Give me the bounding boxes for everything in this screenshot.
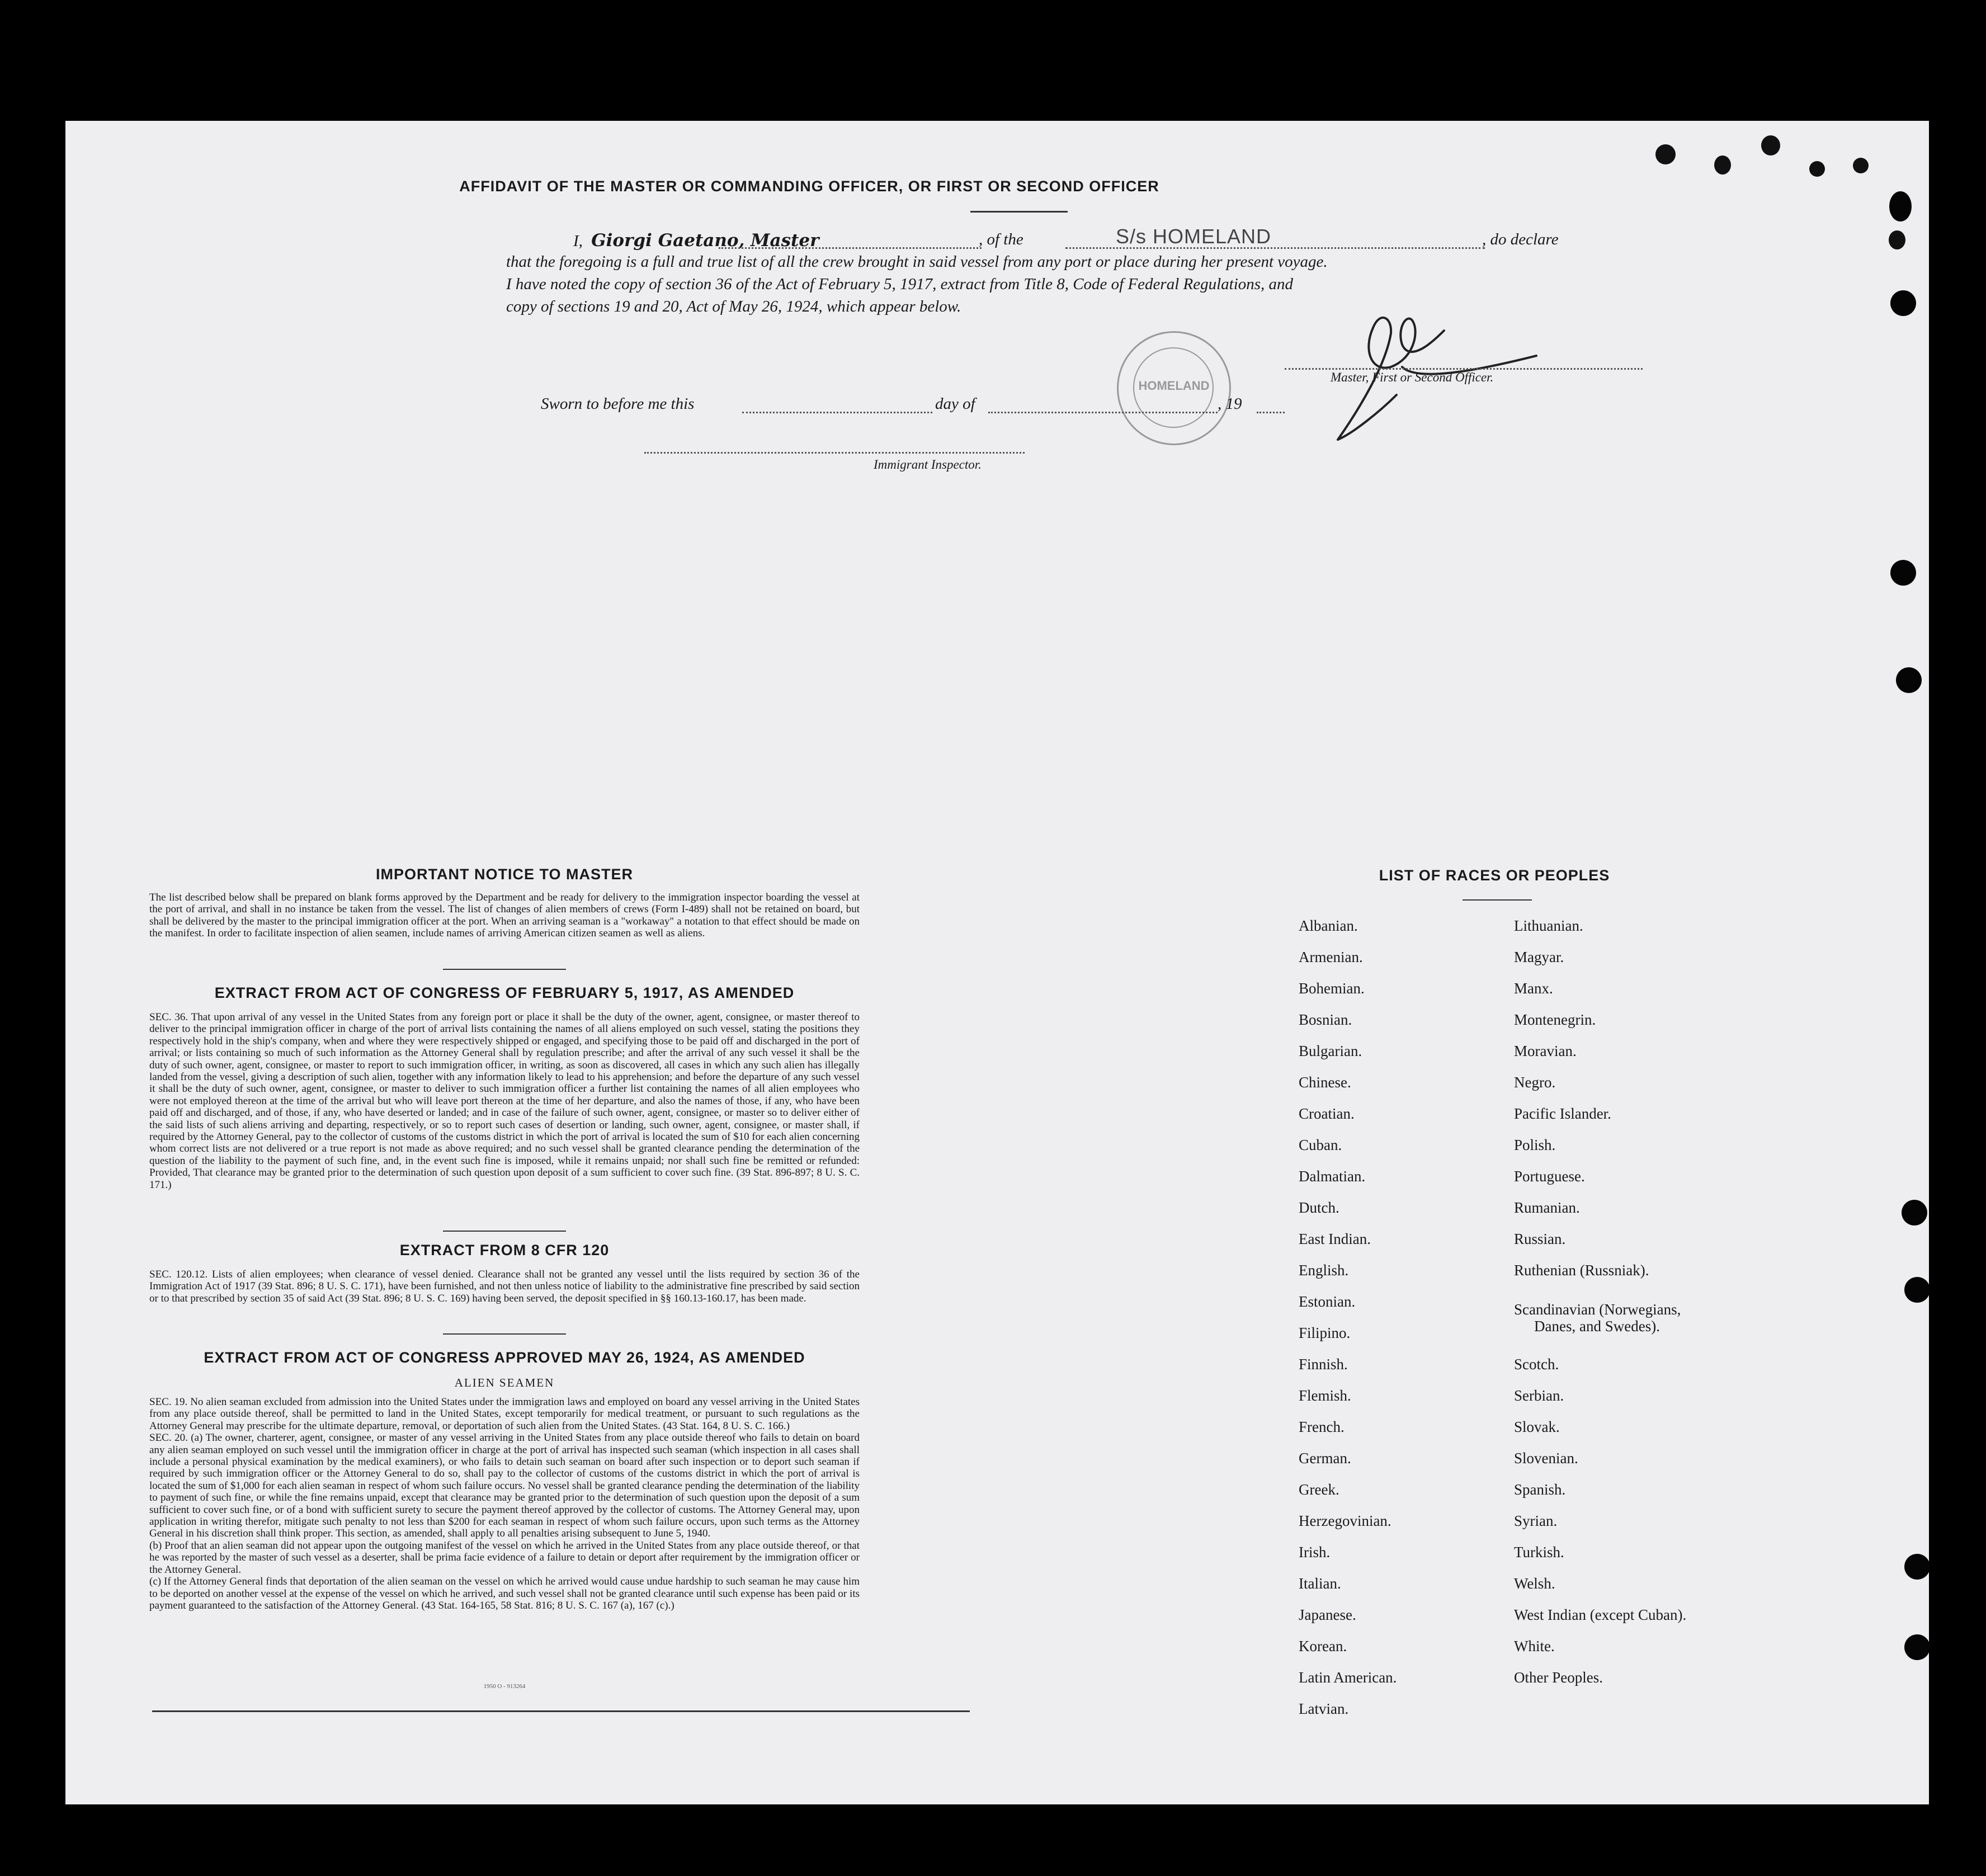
race-item: East Indian. bbox=[1299, 1231, 1371, 1247]
do-declare: , do declare bbox=[1482, 230, 1559, 248]
race-item: Russian. bbox=[1514, 1231, 1566, 1247]
race-item: Ruthenian (Russniak). bbox=[1514, 1262, 1649, 1279]
year-nineteen: , 19 bbox=[1218, 395, 1242, 413]
race-item: Albanian. bbox=[1299, 917, 1358, 934]
race-item: Turkish. bbox=[1514, 1544, 1564, 1561]
race-item: Filipino. bbox=[1299, 1324, 1351, 1341]
race-item: French. bbox=[1299, 1418, 1345, 1435]
extract-1917-text: SEC. 36. That upon arrival of any vessel in the United States from any foreign port or place it shall be the duty of the owner, agent, consignee, or master thereof to deliver to the principal immigration officer in charge of the port of arrival lists containing the names of all aliens employed on such vessel, stating the positions they respectively hold in the ship's company, when and where they were respectively shipped or engaged, and specifying those to be paid off and discharged in the port of arrival; or lists containing so much of such information as the Attorney General shall by regulation prescribe; and after the arrival of any such vessel it shall be the duty of such owner, agent, consignee, or master to report to such immigration officer, in writing, as soon as discovered, all cases in which any such alien has illegally landed from the vessel, giving a description of such alien, together with any information likely to lead to his apprehension; and before the departure of any such vessel it shall be the duty of such owner, agent, consignee, or master to deliver to such immigration officer a further list containing the names of all alien employees who were not employed thereon at the time of the arrival but who will leave port thereon at the time of her departure, and also the names of those, if any, who have been paid off and discharged, and of those, if any, who have deserted or landed; and in case of the failure of such owner, agent, consignee, or master so to deliver either of the said lists of such aliens arriving and departing, respectively, or so to report such cases of desertion or landing, such owner, agent, consignee, or master shall, if required by the Attorney General, pay to the collector of customs of the customs district in which the port of arrival is located the sum of $10 for each alien concerning whom correct lists are not delivered or a true report is not made as above required; and no such vessel shall be granted clearance pending the determination of the question of the liability to the payment of such fine, and, in the event such fine is imposed, while it remains unpaid; nor shall such fine be remitted or refunded: Provided, That clearance may be granted prior to the determination of such question upon deposit of a sum sufficient to cover such fine. (39 Stat. 896-897; 8 U. S. C. 171.) bbox=[149, 1011, 860, 1191]
day-of: day of bbox=[935, 395, 975, 413]
affidavit-line-4: copy of sections 19 and 20, Act of May 26, 1924, which appear below. bbox=[506, 298, 961, 315]
officer-label: Master, First or Second Officer. bbox=[1331, 370, 1494, 384]
extract-1924-body bbox=[149, 1396, 860, 1611]
race-item: English. bbox=[1299, 1262, 1349, 1279]
binder-hole bbox=[1890, 560, 1916, 586]
sworn-text: Sworn to before me this bbox=[541, 395, 695, 413]
binder-hole bbox=[1896, 667, 1922, 693]
race-item: Scandinavian (Norwegians, bbox=[1514, 1301, 1681, 1318]
ink-speck bbox=[1655, 144, 1676, 164]
notice-title: IMPORTANT NOTICE TO MASTER bbox=[376, 866, 633, 883]
race-item: Manx. bbox=[1514, 980, 1553, 997]
binder-hole bbox=[1902, 1200, 1927, 1225]
affidavit-title: AFFIDAVIT OF THE MASTER OR COMMANDING OFFICER, OR FIRST OR SECOND OFFICER bbox=[459, 178, 1159, 195]
race-item: Portuguese. bbox=[1514, 1168, 1585, 1185]
bottom-rule bbox=[152, 1710, 970, 1712]
race-item: Greek. bbox=[1299, 1481, 1339, 1498]
race-item: White. bbox=[1514, 1638, 1555, 1655]
binder-hole bbox=[1890, 290, 1916, 316]
ink-speck bbox=[1853, 158, 1869, 173]
vessel-name-stamp: S/s HOMELAND bbox=[1116, 225, 1272, 248]
form-sheet bbox=[65, 121, 1929, 1804]
races-title: LIST OF RACES OR PEOPLES bbox=[1379, 867, 1610, 884]
extract-8cfr-text: SEC. 120.12. Lists of alien employees; when clearance of vessel denied. Clearance shall not be granted any vessel until the lists required by section 36 of the Immigration Act of 1917 (39 Stat. 896; 8 U. S. C. 171), have been furnished, and not then unless notice of liability to the administrative fine prescribed by said section or to that prescribed by section 35 of said Act (39 Stat. 896; 8 U. S. C. 169) having been served, the deposit specified in §§ 160.13-160.17, has been made. bbox=[149, 1269, 860, 1304]
race-item: Chinese. bbox=[1299, 1074, 1351, 1091]
ink-speck bbox=[1761, 135, 1780, 155]
race-item: Slovak. bbox=[1514, 1418, 1560, 1435]
race-item: Japanese. bbox=[1299, 1606, 1356, 1623]
ink-speck bbox=[1889, 230, 1905, 249]
affidavit-line-3: I have noted the copy of section 36 of the Act of February 5, 1917, extract from Title 8, Code of Federal Regulations, and bbox=[506, 275, 1294, 293]
notice-text: The list described below shall be prepared on blank forms approved by the Department and be ready for delivery to the immigration inspector boarding the vessel at the port of arrival, and shall in no instance be taken from the vessel. The list of changes of alien members of crews (Form I-489) shall not be retained on board, but shall be delivered by the master to the principal immigration officer at the port. When an arriving seaman is a "workaway" a notation to that effect should be made on the manifest. In order to facilitate inspection of alien seamen, include names of arriving American citizen seamen as well as aliens. bbox=[149, 892, 860, 940]
race-item: Bulgarian. bbox=[1299, 1043, 1362, 1059]
race-item: Spanish. bbox=[1514, 1481, 1566, 1498]
i-prefix: I, bbox=[573, 232, 583, 250]
race-item: Montenegrin. bbox=[1514, 1011, 1596, 1028]
sec20c-text: (c) If the Attorney General finds that deportation of the alien seaman on the vessel on which he arrived would cause undue hardship to such seaman he may cause him to be deported on another vessel at the expense of the vessel on which he arrived, and such vessel shall not be granted clearance until such expense has been paid or its payment guaranteed to the satisfaction of the Attorney General. (43 Stat. 164-165, 58 Stat. 816; 8 U. S. C. 167 (a), 167 (c).) bbox=[149, 1576, 860, 1611]
race-item: Other Peoples. bbox=[1514, 1669, 1603, 1686]
race-item: Armenian. bbox=[1299, 949, 1363, 965]
master-name-handwritten: Giorgi Gaetano, Master bbox=[591, 230, 819, 251]
sworn-line bbox=[541, 395, 1369, 417]
ink-speck bbox=[1714, 155, 1731, 175]
race-item: Croatian. bbox=[1299, 1105, 1355, 1122]
race-item: Pacific Islander. bbox=[1514, 1105, 1611, 1122]
race-item: Negro. bbox=[1514, 1074, 1556, 1091]
extract-1917-title: EXTRACT FROM ACT OF CONGRESS OF FEBRUARY 5, 1917, AS AMENDED bbox=[214, 984, 795, 1001]
binder-hole bbox=[1904, 1634, 1930, 1660]
race-item: Herzegovinian. bbox=[1299, 1512, 1391, 1529]
race-item: Bosnian. bbox=[1299, 1011, 1352, 1028]
extract-8cfr-title: EXTRACT FROM 8 CFR 120 bbox=[399, 1242, 610, 1258]
seal-stamp bbox=[1117, 331, 1231, 445]
race-item: Flemish. bbox=[1299, 1387, 1351, 1404]
race-item: Polish. bbox=[1514, 1137, 1556, 1153]
title-rule bbox=[970, 211, 1068, 213]
race-item: Danes, and Swedes). bbox=[1534, 1318, 1660, 1335]
inspector-label: Immigrant Inspector. bbox=[874, 458, 982, 472]
race-item: Cuban. bbox=[1299, 1137, 1342, 1153]
race-item: Magyar. bbox=[1514, 949, 1564, 965]
stamp-text: HOMELAND bbox=[1138, 379, 1210, 393]
affidavit-line-2: that the foregoing is a full and true list of all the crew brought in said vessel from any port or place during her present voyage. bbox=[506, 253, 1328, 271]
extract-1924-subtitle: ALIEN SEAMEN bbox=[454, 1376, 555, 1389]
race-item: Lithuanian. bbox=[1514, 917, 1583, 934]
binder-hole bbox=[1904, 1554, 1930, 1580]
race-item: Rumanian. bbox=[1514, 1199, 1580, 1216]
race-item: Irish. bbox=[1299, 1544, 1331, 1561]
race-item: Serbian. bbox=[1514, 1387, 1564, 1404]
binder-hole bbox=[1904, 1277, 1930, 1303]
sec20a-text: SEC. 20. (a) The owner, charterer, agent, consignee, or master of any vessel arriving in the United States from any place outside thereof who fails to detain on board any alien seaman employed on such vessel until the immigration officer in charge at the port of arrival has inspected such seaman (which inspection in all cases shall include a personal physical examination by the medical examiners), or who fails to detain such seaman on board after such inspection or to deport such seaman if required by such immigration officer or the Attorney General to do so, shall pay to the collector of customs of the customs district in which the port of arrival is located the sum of $1,000 for each alien seaman in respect of whom such failure occurs. No vessel shall be granted clearance pending the determination of the liability to payment of such fine, or while the fine remains unpaid, except that clearance may be granted prior to the determination of such question upon the deposit of a sum sufficient to cover such fine, or of a bond with sufficient surety to secure the payment thereof approved by the collector of customs. The Attorney General may, upon application in writing therefor, mitigate such penalty to not less than $200 for each seaman in respect of whom such failure occurs, upon such terms as the Attorney General in his discretion shall think proper. This section, as amended, shall apply to all penalties arising subsequent to June 5, 1940. bbox=[149, 1432, 860, 1540]
race-item: Moravian. bbox=[1514, 1043, 1577, 1059]
race-item: Finnish. bbox=[1299, 1356, 1348, 1373]
race-item: Latvian. bbox=[1299, 1700, 1349, 1717]
race-item: Bohemian. bbox=[1299, 980, 1365, 997]
extract-1924-title: EXTRACT FROM ACT OF CONGRESS APPROVED MAY 26, 1924, AS AMENDED bbox=[204, 1349, 805, 1366]
race-item: Welsh. bbox=[1514, 1575, 1555, 1592]
race-item: Italian. bbox=[1299, 1575, 1341, 1592]
of-the: , of the bbox=[979, 230, 1023, 248]
race-item: Dalmatian. bbox=[1299, 1168, 1366, 1185]
ink-speck bbox=[1809, 161, 1825, 177]
race-item: Syrian. bbox=[1514, 1512, 1558, 1529]
race-item: Slovenian. bbox=[1514, 1450, 1578, 1467]
sec20b-text: (b) Proof that an alien seaman did not appear upon the outgoing manifest of the vessel on which he arrived in the United States from any place outside thereof, or that he was reported by the master of such vessel as a deserter, shall be prima facie evidence of a failure to detain or deport after requirement by the immigration officer or the Attorney General. bbox=[149, 1539, 860, 1576]
sec19-text: SEC. 19. No alien seaman excluded from admission into the United States under the immigration laws and employed on board any vessel arriving in the United States from any place outside thereof, shall be permitted to land in the United States, except temporarily for medical treatment, or pursuant to such regulations as the Attorney General may prescribe for the ultimate departure, removal, or deportation of such alien from the United States. (43 Stat. 164, 8 U. S. C. 166.) bbox=[149, 1396, 860, 1432]
race-item: Scotch. bbox=[1514, 1356, 1559, 1373]
printer-mark: 1950 O - 913264 bbox=[483, 1683, 526, 1690]
binder-hole bbox=[1889, 191, 1912, 221]
race-item: Estonian. bbox=[1299, 1293, 1356, 1310]
race-item: West Indian (except Cuban). bbox=[1514, 1606, 1687, 1623]
race-item: Dutch. bbox=[1299, 1199, 1339, 1216]
race-item: German. bbox=[1299, 1450, 1351, 1467]
race-item: Korean. bbox=[1299, 1638, 1347, 1655]
race-item: Latin American. bbox=[1299, 1669, 1397, 1686]
